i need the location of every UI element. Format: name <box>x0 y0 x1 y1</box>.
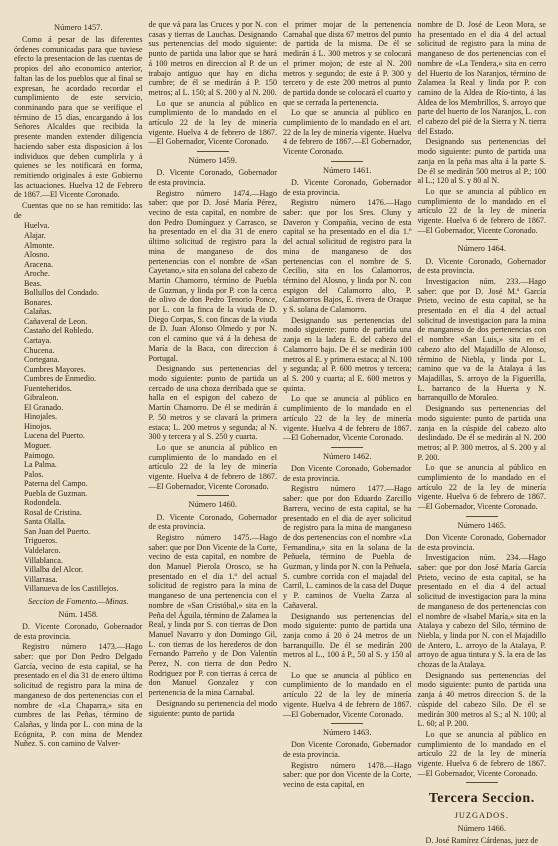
pueblo-item: Lucena del Puerto. <box>24 431 85 441</box>
pueblo-item: Castaño del Robledo. <box>24 326 94 336</box>
juzgados-heading: JUZGADOS. <box>454 811 509 821</box>
notice-1463-body: Registro número 1478.—Hago saber: que por don Vicente de la Corte, vecino de esta capital, en <box>283 760 412 790</box>
pueblo-item: Cumbres de Enmedio. <box>24 374 97 384</box>
notice-1458-body: Registro número 1473.—Hago saber: que por Don Pedro Delgado García, vecino de esta capital, se ha presentado en el dia 31 de enero último solicitud de registro para la mina de manganeso de dos pertenencias con el nombre de «La Chaparra,» sita en cumbres de las Peñas, término de Calañas, y linda por L. con mina de la Ecógnita, P. con mina de Mendez Nuñez. S. con camino de Valver- <box>14 642 143 749</box>
notice-1461-header: D. Vicente Coronado, Gobernador de esta provincia. <box>283 177 412 197</box>
pueblo-item: Rodondela. <box>24 498 62 508</box>
notice-1465-desig: Designando sus pertenencias del modo siguiente: punto de partida una zanja á 40 metros direccion S. de la cúspide del cabezo Silo. De él se medirán 300 metros al S.; al N. 100; al L. 60; al P. 200. <box>417 670 546 729</box>
notice-1465-header: Don Vicente Coronado, Gobernador de esta provincia. <box>417 532 546 552</box>
pueblo-item: Aracena. <box>24 259 53 269</box>
notice-1466-body: D. José Ramírez Cárdenas, juez de <box>425 836 539 846</box>
pueblo-item: Fuenteheridos. <box>24 383 72 393</box>
divider <box>197 151 229 152</box>
pueblo-item: Rosal de Cristina. <box>24 507 82 517</box>
column-3 <box>283 20 412 792</box>
notice-1463-cont: nombre de D. José de Leon Mora, se ha presentado en el dia 4 del actual solicitud de registro para la mina de manganeso de dos pertenencias con el nombre de «La Tendera,» sita en cerro del Huerto de los Naranjos, término de Zalamea la Real y linda por P. con camino de la Aldea de Río-tinto, á las Aldea de los Membrillos, S. arroyo que parte del huerto de los Naranjos, L. con el cabezo del pié de la Sierra y N. tierra del Estado. <box>417 20 546 136</box>
divider <box>466 782 498 783</box>
pueblo-item: Alajar. <box>24 230 46 240</box>
notice-1458-cont: de que vá para las Cruces y por N. con casas y tierras de Lauchas. Designando sus pertenencias del modo siguiente: punto de partida una labor que se hará á 100 metros en direccion al P. de un trabajo antiguo que hay en dicha cumbre; de él se medirán á P. 150 metros; al L. 150; al S. 200 y al N. 200. <box>148 20 277 97</box>
notice-1465-title: Número 1465. <box>457 520 506 530</box>
pueblo-item: Huelva. <box>24 221 50 231</box>
notice-1462-close: Lo que se anuncia al público en cumplimiento de lo mandado en el artículo 22 de la ley de minería vigente. Huelva 4 de febrero de 1867.—El Gobernador, Vicente Coronado. <box>283 670 412 719</box>
pueblo-item: Cañaveral de Leon. <box>24 316 88 326</box>
notice-1460-close: Lo que se anuncia al público en cumplimiento de lo mandado en el art. 22 de la ley de minería vigente. Huelva 4 de febrero de 1867.—El Gobernador, Vicente Coronado. <box>283 108 412 157</box>
pueblo-item: Villablanca. <box>24 555 63 565</box>
columns <box>14 20 546 846</box>
divider <box>331 723 363 724</box>
pueblo-item: Moguer. <box>24 441 52 451</box>
notice-1463-header: Don Vicente Coronado, Gobernador de esta provincia. <box>283 740 412 760</box>
pueblo-item: San Juan del Puerto. <box>24 526 91 536</box>
notice-1460-desig: Designando su pertenencia del modo siguiente: punto de partida <box>148 698 277 718</box>
notice-1460-body: Registro número 1475.—Hago saber: que por Don Vicente de la Corte, vecino de esta capital, en nombre de don Manuel Pierola Orosco, se ha presentado en el dia 1.º del actual solicitud de registro para la mina de manganeso de una pertenencia con el nombre de «San Cristóbal,» sita en la Peña del Águila, término de Zalamea la Real, y linda por S. con tierras de Don Manuel Navarro y don Domingo Gil, L. con tierras de los herederos de don Fernando Parreño y de Don Valentín Perez, N. con tierra de don Pedro Rodriguez por P. con tierras á cerca de don Manuel Gonzalez y con pertenencia de la mina Carnabal. <box>148 532 277 698</box>
pueblo-item: Chucena. <box>24 345 55 355</box>
pueblo-item: Villalba del Alcor. <box>24 565 84 575</box>
notice-1459-header: D. Vicente Coronado, Gobernador de esta provincia. <box>148 168 277 187</box>
pueblo-item: Cartaya. <box>24 336 52 345</box>
notice-1464-title: Número 1464. <box>457 244 506 254</box>
notice-1459-title: Número 1459. <box>188 156 237 166</box>
pueblo-item: Trigueros. <box>24 536 58 546</box>
notice-1461-title: Número 1461. <box>323 165 372 175</box>
pueblo-item: El Granado. <box>24 402 64 412</box>
notice-1457-intro: Cuentas que no se han remitido: las de <box>14 201 143 220</box>
pueblo-item: Villarrasa. <box>24 574 58 584</box>
pueblo-item: Hinojos. <box>24 421 52 431</box>
pueblo-item: Santa Olalla. <box>24 517 66 527</box>
pueblos-list <box>14 221 143 593</box>
notice-1465-close: Lo que se anuncia al público en cumplimiento de lo mandado en el artículo 22 de la ley de minería vigente. Huelva 6 de febrero de 1867.—El Gobernador, Vicente Coronado. <box>417 729 546 778</box>
notice-1466-title: Número 1466. <box>457 824 506 834</box>
pueblo-item: Valdelarco. <box>24 546 61 556</box>
pueblo-item: Hinojales. <box>24 412 58 422</box>
pueblo-item: Bollullos del Condado. <box>24 288 99 298</box>
pueblo-item: Palos. <box>24 469 44 479</box>
divider <box>331 447 363 448</box>
notice-1461-body: Registro número 1476.—Hago saber: que por los Sres. Cluny y Daveron y Compañia, vecino de esta capital se ha presentado en el dia 1.º del actual solicitud de registro para la mina de manganeso de dos pertenencias con el nombre de S. Cecilio, sita en los Calamorros, término del Alosno, y linda por N. con espigon del Calamorro alto, P. Calamorros Bajos, E. rivera de Oraque y S. solana de Calamorro. <box>283 198 412 315</box>
pueblo-item: Beas. <box>24 278 42 288</box>
notice-1464-header: D. Vicente Coronado, Gobernador de esta provincia. <box>417 256 546 276</box>
notice-1464-body: Investigacion núm. 233.—Hago saber: que por D. José M.ª García Prieto, vecino de esta capital, se ha presentado en el dia 4 del actual solicitud de investigacion para la mina de manganeso de dos pertenencias con el nombre «San Luis,» sita en el cabezo alto del Majadillo de Alonso, término de Niebla, y linda por L. camino que va de la Atalaya á las Majadillas, S. arroyo de la Figuerilla, L. barranco de la Huerta y N. barranquillo de Moraleo. <box>417 276 546 403</box>
divider <box>466 516 498 517</box>
notice-1457-body: Como á pesar de las diferentes órdenes comunicadas para que tuviese efecto la presentacion de las cuentas de propios del año economico anterior, faltan las de los pueblos que al final se expresan, he acordado recordar el cumplimiento de este servicio, conminando para que se verifique el término de 15 días, encargando á los Señores Alcaldes que recibida la presente manden extender diligencia haciendo saber esta disposicion á los individuos que deben cumplirla y á quienes se les notificará en forma, remitiendo originales á este Gobierno las actuaciones. Huelva 12 de Febrero de 1867.—El Vicente Coronado. <box>14 35 143 200</box>
pueblo-item: Almonte. <box>24 240 55 250</box>
notice-1463-desig: Designando sus pertenencias del modo siguiente: punto de partida una zanja en la peña mas alta á la parte S. De él se medirán 500 metros al P.; 100 al L.; 120 al S. y 80 al N. <box>417 137 546 186</box>
divider <box>331 161 363 162</box>
notice-1460-cont: el primer mojar de la pertenencia Carnabal que dista 67 metros del punto de partida de la misma. De él se medirán á L. 300 metros y se colocará el primer mojon; de este al N. 200 metros y segundo; de este á P. 300 y tercero y de este 200 metros al punto de partida donde se colocará el cuarto y que se cerrada la pertenencia. <box>283 20 412 107</box>
pueblo-item: Paterna del Campo. <box>24 479 88 489</box>
pueblo-item: Alosno. <box>24 250 50 260</box>
pueblo-item: Paimogo. <box>24 450 55 460</box>
notice-1459-close: Lo que se anuncia al público en cumplimiento de lo mandado en el artículo 22 de la ley de minería vigente. Huelva 4 de febrero de 1867.—El Gobernador, Vicente Coronado. <box>148 442 277 491</box>
pueblo-item: Calañas. <box>24 307 52 317</box>
notice-1462-body: Registro número 1477.—Hago saber: que por don Eduardo Zarcillo Barrera, vecino de esta capital, se ha presentado en el dia de ayer solicitud de registro para la mina de manganeso de dos pertenencias con el nombre «La Fernandina,» sita en la solana de la Peñuela, término de Puebla de Guzman, y linda por N. con la Peñuela, S. cumbre corrida con el majadal del Carril, L. caminos de la casa del Duque y P. caminos de Vuelta Zarza al Cañaveral. <box>283 484 412 610</box>
divider <box>197 495 229 496</box>
notice-1458-header: D. Vicente Coronado, Gobernador de esta provincia. <box>14 621 143 641</box>
notice-1459-body: Registro número 1474.—Hago saber: que por D. José María Pérez, vecino de esta capital, en nombre de don Pedro Domínguez y Carrasco, se ha presentado en el dia 31 de enero último solicitud de registro para la mina de manganeso de dos pertenencias con el nombre de «San Cayetano,» sita en solana del cabezo de Martin Chamorro, término de Puebla de Guzman, y linda por P. con la cerca de olivo de don Pedro Tenorio Ponce, por L. con la finca de la viuda de D. Diego Corpas, S. con fincas de la viuda de D. Juan Alonso Olmedo y por N. con el camino que vá á la dehesa de María de la Baca, con direccion á Portugal. <box>148 188 277 363</box>
pueblo-item: Cortegana. <box>24 355 60 365</box>
divider <box>466 239 498 240</box>
notice-1459-desig: Designando sus pertenencias del modo siguiente: punto de partida un cercado de una choza derribada que se halla en el espigon del cabezo de Martin Chamorro. De él se medirán á P. 50 metros y se clavará la primera estaca; L. 200 metros y segunda; al N. 300 y tercera y al S. 250 y cuarta. <box>148 364 277 442</box>
column-2 <box>149 20 278 792</box>
notice-1461-close: Lo que se anuncia al público en cumplimiento de lo mandado en el artículo 22 de la ley de minería vigente. Huelva 4 de febrero de 1867.—El Gobernador, Vicente Coronado. <box>283 394 412 443</box>
column-4 <box>417 20 547 846</box>
notice-1461-desig: Designando sus pertenencias del modo siguiente: punto de partida una zanja en la ladera E. del cabezo del Calamorro bajo. De él se medirán 100 metros al E. y primera estaca; al N. 100 y segunda; al P. 600 metros y tercera; al S. 200 y cuarta; al E. 600 metros y quinta. <box>283 315 412 393</box>
pueblo-item: Puebla de Guzman. <box>24 488 88 498</box>
notice-1462-title: Número 1462. <box>323 451 372 461</box>
notice-1464-close: Lo que se anuncia al público en cumplimiento de lo mandado en el artículo 22 de la ley de minería vigente. Huelva 6 de febrero de 1867.—El Gobernador, Vicente Coronado. <box>417 463 546 512</box>
pueblo-item: Bonares. <box>24 297 53 307</box>
column-1 <box>14 20 143 792</box>
notice-1460-title: Número 1460. <box>188 500 237 510</box>
notice-1458-title: Núm. 1458. <box>58 609 99 619</box>
notice-1462-desig: Designando sus pertenencias del modo siguiente: punto de partida una zanja como á 20 ó 24 metros de un barranquillo. De él se medirán 200 metros al L., 100 á P., 50 al S. y 150 al N. <box>283 611 412 670</box>
pueblo-item: Aroche. <box>24 269 50 279</box>
section-tercera-title: Tercera Seccion. <box>428 791 535 807</box>
section-fomento: Seccion de Fomento.—Minas. <box>28 596 129 606</box>
notice-1458-close: Lo que se anuncia al público en cumplimiento de lo mandado en el artículo 22 de la ley de minería vigente. Huelva 4 de febrero de 1867.—El Gobernador, Vicente Coronado. <box>148 98 277 147</box>
pueblo-item: La Palma. <box>24 460 57 470</box>
notice-1457-title: Número 1457. <box>54 23 103 32</box>
notice-1464-desig: Designando sus pertenencias del modo siguiente: punto de partida una zanja en la cúspide del cabezo alto deslindado. De él se medirán al N. 200 metros; al P. 300 metros, al S. 200 y al P. 200. <box>417 404 546 462</box>
notice-1462-header: Don Vicente Coronado, Gobernador de esta provincia. <box>283 463 412 483</box>
notice-1465-body: Investigacion núm. 234.—Hago saber: que por don José María García Prieto, vecino de esta capital, se ha presentado en el dia 4 del actual solicitud de investigacion para la mina de manganeso de dos pertenencias con el nombre de «Isabel María,» sita en la Atalaya y cabezo del Silo, término de Niebla, y linda por N. con el Majadillo de Antero, L. arroyo de la Atalaya, P. arroyo de agua tintura y S. la era de las chozas de la Atalaya. <box>417 553 546 670</box>
notice-1463-title: Número 1463. <box>323 728 372 738</box>
notice-1463-close: Lo que se anuncia al público en cumplimiento de lo mandado en el artículo 22 de la ley de minería vigente. Huelva 6 de febrero de 1867.—El Gobernador, Vicente Coronado. <box>417 186 546 235</box>
pueblo-item: Villanueva de los Castillejos. <box>24 584 119 594</box>
pueblo-item: Cumbres Mayores. <box>24 364 86 374</box>
notice-1460-header: D. Vicente Coronado, Gobernador de esta provincia. <box>148 512 277 532</box>
pueblo-item: Gibraleon. <box>24 393 59 403</box>
